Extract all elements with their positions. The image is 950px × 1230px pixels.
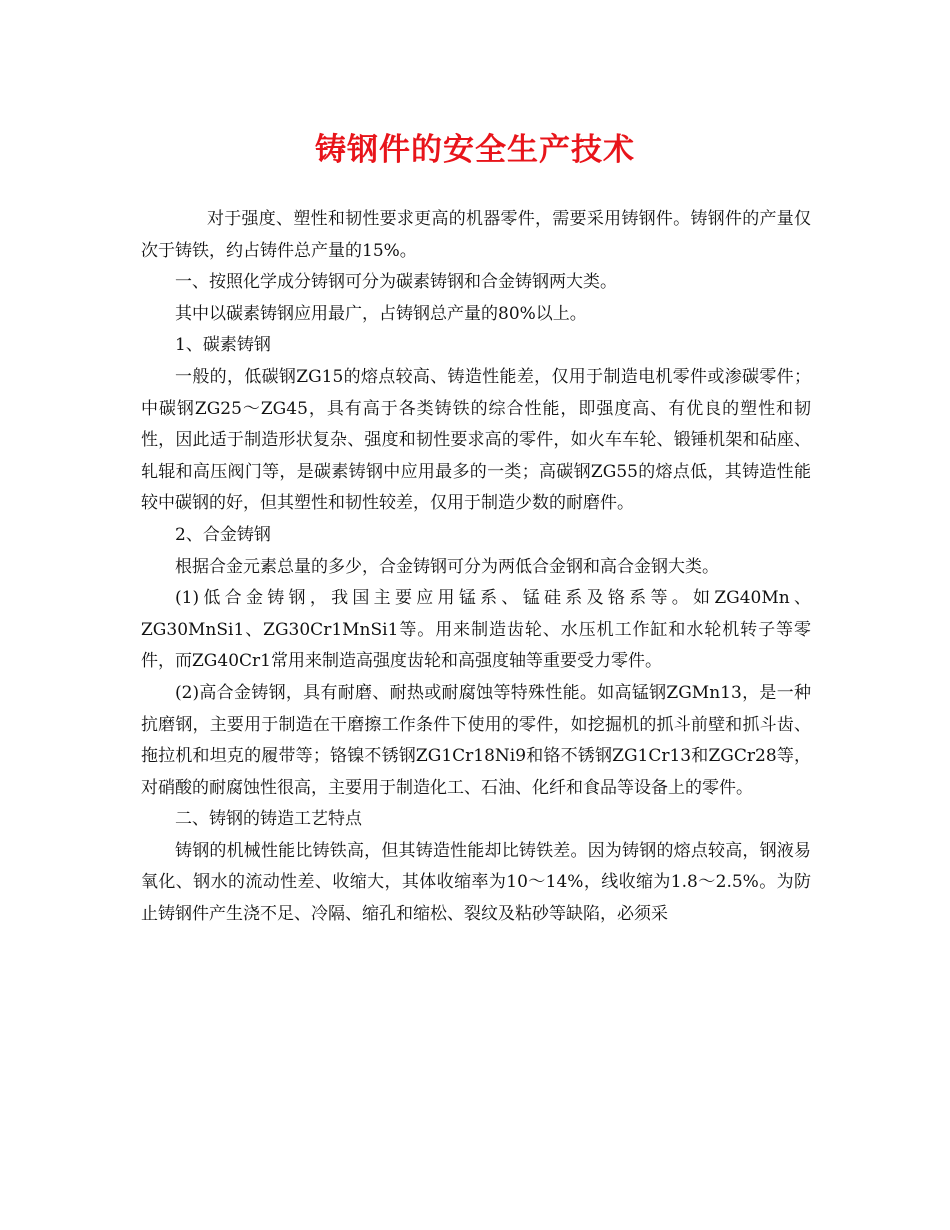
- paragraph-carbon-steel-heading: 1、碳素铸钢: [175, 335, 271, 356]
- paragraph-high-alloy: (2)高合金铸钢，具有耐磨、耐热或耐腐蚀等特殊性能。如高锰钢ZGMn13，是一种抗磨钢，主要用于制造在干磨擦工作条件下使用的零件，如挖掘机的抓斗前壁和抓斗齿、拖拉机和坦克的履带等；铬镍不锈钢ZG1Cr18Ni9和铬不锈钢ZG1Cr13和ZGCr28等，对硝酸的耐腐蚀性很高，主要用于制造化工、石油、化纤和食品等设备上的零件。: [141, 682, 811, 798]
- paragraph-section-2-heading: 二、铸钢的铸造工艺特点: [175, 809, 362, 830]
- paragraph-carbon-steel-body: 一般的，低碳钢ZG15的熔点较高、铸造性能差，仅用于制造电机零件或渗碳零件；中碳钢ZG25～ZG45，具有高于各类铸铁的综合性能，即强度高、有优良的塑性和韧性，因此适于制造形状复杂、强度和韧性要求高的零件，如火车车轮、锻锤机架和砧座、轧辊和高压阀门等，是碳素铸钢中应用最多的一类；高碳钢ZG55的熔点低，其铸造性能较中碳钢的好，但其塑性和韧性较差，仅用于制造少数的耐磨件。: [141, 366, 811, 514]
- paragraph-alloy-classification: 根据合金元素总量的多少，合金铸钢可分为两低合金钢和高合金钢大类。: [175, 556, 719, 577]
- paragraph-casting-process: 铸钢的机械性能比铸铁高，但其铸造性能却比铸铁差。因为铸钢的熔点较高，钢液易氧化、钢水的流动性差、收缩大，其体收缩率为10～14%，线收缩为1.8～2.5%。为防止铸钢件产生浇不足、冷隔、缩孔和缩松、裂纹及粘砂等缺陷，必须采: [141, 840, 811, 925]
- paragraph-low-alloy: (1)低合金铸钢，我国主要应用锰系、锰硅系及铬系等。如ZG40Mn、ZG30MnSi1、ZG30Cr1MnSi1等。用来制造齿轮、水压机工作缸和水轮机转子等零件，而ZG40Cr1常用来制造高强度齿轮和高强度轴等重要受力零件。: [141, 588, 811, 672]
- paragraph-alloy-steel-heading: 2、合金铸钢: [175, 524, 271, 545]
- document-body: [141, 204, 811, 931]
- document-title: 铸钢件的安全生产技术: [315, 132, 635, 168]
- paragraph-intro: 对于强度、塑性和韧性要求更高的机器零件，需要采用铸钢件。铸钢件的产量仅次于铸铁，约占铸件总产量的15%。: [141, 209, 811, 261]
- paragraph-section-1-heading: 一、按照化学成分铸钢可分为碳素铸钢和合金铸钢两大类。: [175, 272, 617, 293]
- paragraph-carbon-share: 其中以碳素铸钢应用最广，占铸钢总产量的80%以上。: [175, 303, 587, 324]
